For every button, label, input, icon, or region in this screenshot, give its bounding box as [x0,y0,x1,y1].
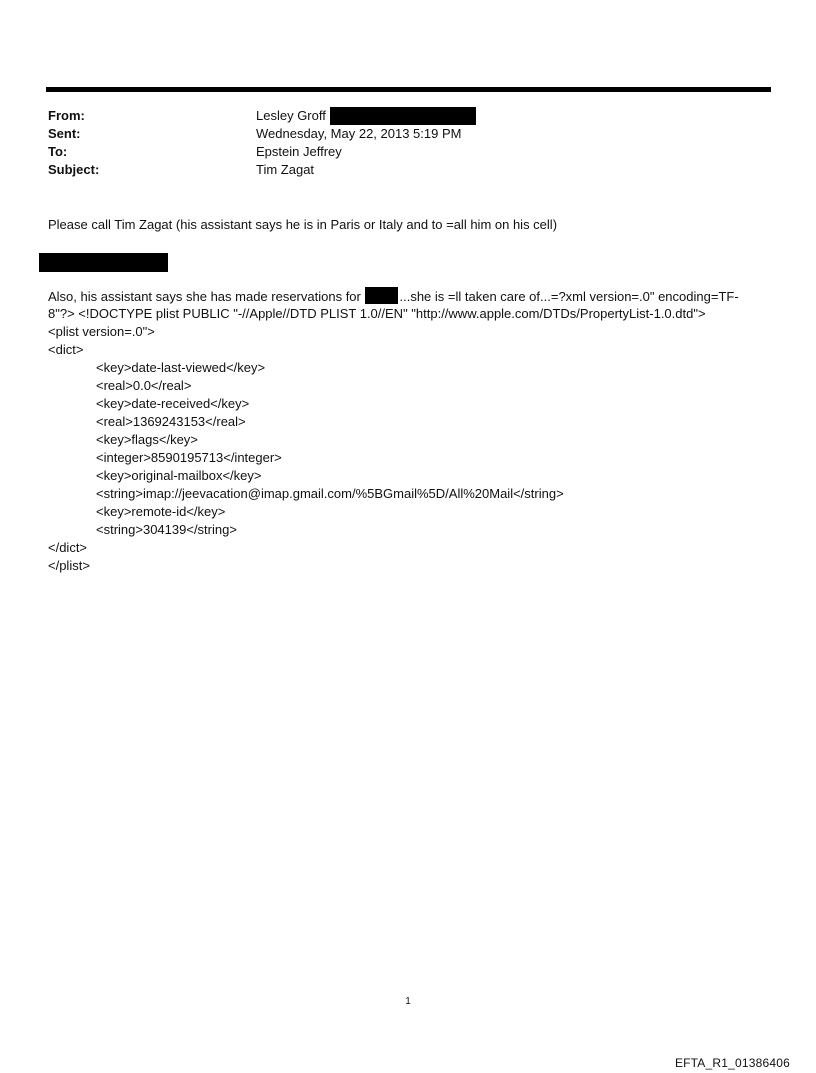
dict-line: <key>flags</key> [96,432,198,447]
body-line: <dict> [48,342,84,357]
subject-row [48,161,748,179]
from-row [48,107,748,125]
body-paragraph: Please call Tim Zagat (his assistant says he is in Paris or Italy and to =all him on his cell) [48,217,558,232]
subject-label: Subject: [48,162,100,177]
dict-line: <key>original-mailbox</key> [96,468,262,483]
from-label: From: [48,108,85,123]
dict-line: <string>imap://jeevacation@imap.gmail.com/%5BGmail%5D/All%20Mail</string> [96,486,564,501]
to-label: To: [48,144,68,159]
redaction-box [330,107,476,125]
subject-value: Tim Zagat [256,162,315,177]
body-line: <plist version=.0"> [48,324,155,339]
redaction-inline [365,287,398,304]
header-rule [46,87,771,92]
to-row [48,143,748,161]
dict-line: <real>1369243153</real> [96,414,246,429]
dict-line: <string>304139</string> [96,522,237,537]
also-line [48,287,778,305]
dict-line: <key>remote-id</key> [96,504,226,519]
redaction-block [39,253,168,272]
from-value-wrap [256,107,476,125]
document-id: EFTA_R1_01386406 [674,1056,790,1070]
body-line: 8"?> <!DOCTYPE plist PUBLIC "-//Apple//DTD PLIST 1.0//EN" "http://www.apple.com/DTDs/PropertyList-1.0.dtd"> [48,306,706,321]
page-number: 1 [405,996,411,1007]
dict-line: <key>date-last-viewed</key> [96,360,266,375]
closing-line: </plist> [48,558,90,573]
closing-line: </dict> [48,540,88,555]
dict-line: <real>0.0</real> [96,378,192,393]
also-text-after: ...she is =ll taken care of...=?xml version=.0" encoding=TF- [399,289,739,304]
email-header [48,107,748,179]
dict-line: <key>date-received</key> [96,396,250,411]
sent-row [48,125,748,143]
from-value: Lesley Groff [256,108,326,123]
email-body [48,287,778,575]
dict-line: <integer>8590195713</integer> [96,450,282,465]
to-value: Epstein Jeffrey [256,144,342,159]
sent-label: Sent: [48,126,81,141]
sent-value: Wednesday, May 22, 2013 5:19 PM [256,126,462,141]
also-text-before: Also, his assistant says she has made reservations for [48,289,365,304]
